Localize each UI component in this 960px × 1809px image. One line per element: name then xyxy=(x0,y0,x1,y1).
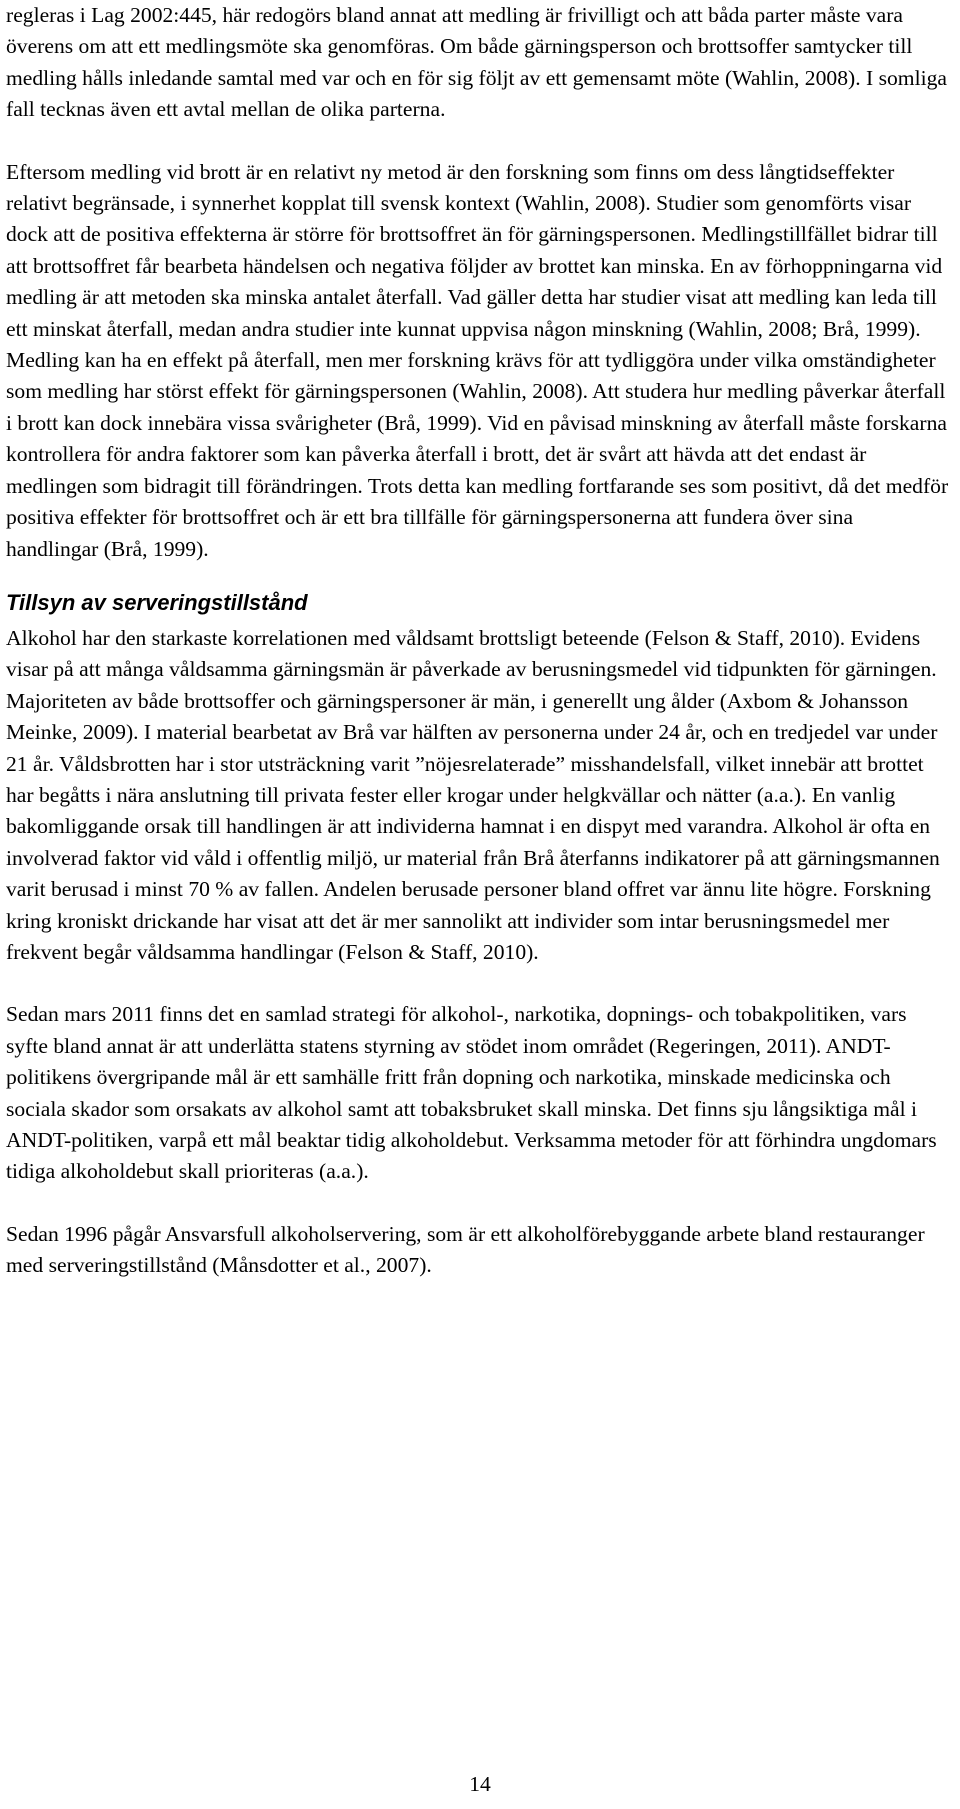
page-number: 14 xyxy=(469,1772,491,1796)
paragraph-medling-research: Eftersom medling vid brott är en relativt ny metod är den forskning som finns om dess långtidseffekter relativt begränsade, i synnerhet kopplat till svensk kontext (Wahlin, 2008). Studier som genomförts visar dock att de positiva effekterna är större för brottsoffret än för gärningspersonen. Medlingstillfället bidrar till att brottsoffret får bearbeta händelsen och negativa följder av brottet kan minska. En av förhoppningarna vid medling är att metoden ska minska antalet återfall. Vad gäller detta har studier visat att medling kan leda till ett minskat återfall, medan andra studier inte kunnat uppvisa någon minskning (Wahlin, 2008; Brå, 1999). Medling kan ha en effekt på återfall, men mer forskning krävs för att tydliggöra under vilka omständigheter som medling har störst effekt för gärningspersonen (Wahlin, 2008). Att studera hur medling påverkar återfall i brott kan dock innebära vissa svårigheter (Brå, 1999). Vid en påvisad minskning av återfall måste forskarna kontrollera för andra faktorer som kan påverka återfall i brott, det är svårt att hävda att det endast är medlingen som bidragit till förändringen. Trots detta kan medling fortfarande ses som positivt, då det medför positiva effekter för brottsoffret och är ett bra tillfälle för gärningspersonerna att fundera över sina handlingar (Brå, 1999). xyxy=(6,159,949,561)
paragraph-alkohol-vald: Alkohol har den starkaste korrelationen med våldsamt brottsligt beteende (Felson & Staff, 2010). Evidens visar på att många våldsamma gärningsmän är påverkade av berusningsmedel vid tidpunkten för gärningen. Majoriteten av både brottsoffer och gärningspersoner är män, i generellt ung ålder (Axbom & Johansson Meinke, 2009). I material bearbetat av Brå var hälften av personerna under 24 år, och en tredjedel var under 21 år. Våldsbrotten har i stor utsträckning varit ”nöjesrelaterade” misshandelsfall, vilket innebär att brottet har begåtts i nära anslutning till privata fester eller krogar under helgkvällar och nätter (a.a.). En vanlig bakomliggande orsak till handlingen är att individerna hamnat i en dispyt med varandra. Alkohol är ofta en involverad faktor vid våld i offentlig miljö, ur material från Brå återfanns indikatorer på att gärningsmannen varit berusad i minst 70 % av fallen. Andelen berusade personer bland offret var ännu lite högre. Forskning kring kroniskt drickande har visat att det är mer sannolikt att individer som intar berusningsmedel mer frekvent begår våldsamma handlingar (Felson & Staff, 2010). xyxy=(6,625,940,964)
document-page xyxy=(6,0,950,1282)
paragraph-ansvarsfull-alkoholservering: Sedan 1996 pågår Ansvarsfull alkoholservering, som är ett alkoholförebyggande arbete bland restauranger med serveringstillstånd (Månsdotter et al., 2007). xyxy=(6,1221,925,1278)
paragraph-medling-regulation: regleras i Lag 2002:445, här redogörs bland annat att medling är frivilligt och att båda parter måste vara överens om att ett medlingsmöte ska genomföras. Om både gärningsperson och brottsoffer samtycker till medling hålls inledande samtal med var och en för sig följt av ett gemensamt möte (Wahlin, 2008). I somliga fall tecknas även ett avtal mellan de olika parterna. xyxy=(6,3,947,122)
paragraph-andt-strategi: Sedan mars 2011 finns det en samlad strategi för alkohol-, narkotika, dopnings- och tobakpolitiken, vars syfte bland annat är att underlätta statens styrning av stödet inom området (Regeringen, 2011). ANDT-politikens övergripande mål är ett samhälle fritt från dopning och narkotika, minskade medicinska och sociala skador som orsakats av alkohol samt att tobaksbruket skall minska. Det finns sju långsiktiga mål i ANDT-politiken, varpå ett mål beaktar tidig alkoholdebut. Verksamma metoder för att förhindra ungdomars tidiga alkoholdebut skall prioriteras (a.a.). xyxy=(6,1002,937,1184)
section-heading: Tillsyn av serveringstillstånd xyxy=(6,589,308,615)
